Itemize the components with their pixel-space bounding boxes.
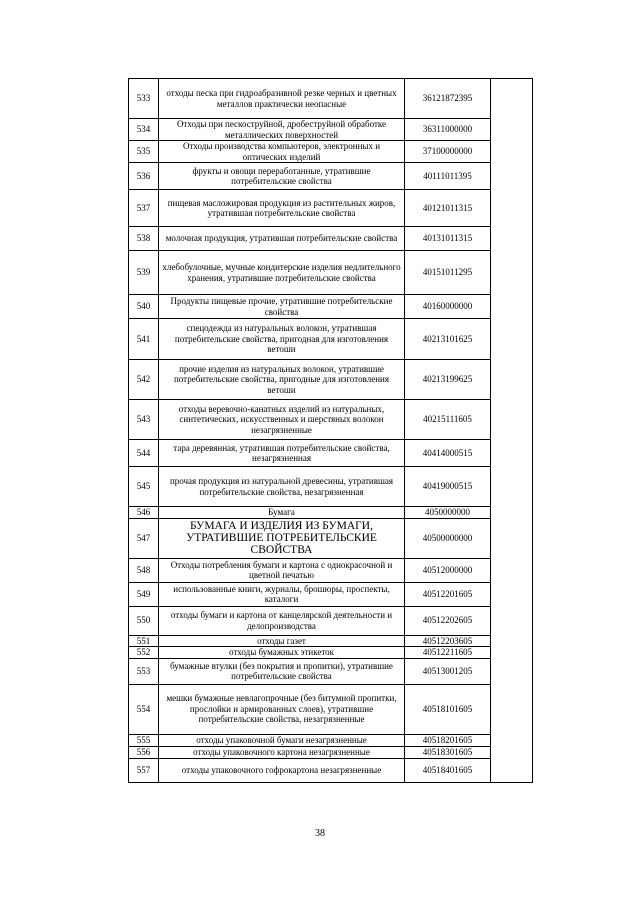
waste-code: 40512202605 bbox=[405, 606, 491, 635]
empty-cell bbox=[491, 190, 533, 227]
empty-cell bbox=[491, 141, 533, 163]
waste-code: 40213199625 bbox=[405, 360, 491, 400]
table-row bbox=[129, 746, 533, 758]
row-number: 550 bbox=[129, 606, 159, 635]
waste-name: спецодежда из натуральных волокон, утратившая потребительские свойства, пригодная для изготовления ветоши bbox=[159, 319, 405, 360]
table-row bbox=[129, 518, 533, 558]
waste-name: отходы упаковочного гофрокартона незагрязненные bbox=[159, 758, 405, 782]
waste-name: отходы бумаги и картона от канцелярской деятельности и делопроизводства bbox=[159, 606, 405, 635]
row-number: 533 bbox=[129, 79, 159, 119]
row-number: 537 bbox=[129, 190, 159, 227]
waste-name: отходы песка при гидроабразивной резке черных и цветных металлов практически неопасные bbox=[159, 79, 405, 119]
waste-code: 40213101625 bbox=[405, 319, 491, 360]
waste-name: тара деревянная, утратившая потребительские свойства, незагрязненная bbox=[159, 440, 405, 467]
row-number: 548 bbox=[129, 558, 159, 582]
waste-name: использованные книги, журналы, брошюры, проспекты, каталоги bbox=[159, 582, 405, 606]
empty-cell bbox=[491, 647, 533, 659]
empty-cell bbox=[491, 684, 533, 734]
waste-name: прочие изделия из натуральных волокон, утратившие потребительские свойства, пригодные для изготовления ветоши bbox=[159, 360, 405, 400]
row-number: 551 bbox=[129, 635, 159, 647]
empty-cell bbox=[491, 227, 533, 251]
empty-cell bbox=[491, 400, 533, 440]
row-number: 552 bbox=[129, 647, 159, 659]
waste-code: 4050000000 bbox=[405, 507, 491, 519]
waste-name: отходы упаковочной бумаги незагрязненные bbox=[159, 734, 405, 746]
empty-cell bbox=[491, 319, 533, 360]
table-row bbox=[129, 440, 533, 467]
waste-name: фрукты и овощи переработанные, утратившие потребительские свойства bbox=[159, 163, 405, 190]
table-row bbox=[129, 635, 533, 647]
waste-code: 40414000515 bbox=[405, 440, 491, 467]
empty-cell bbox=[491, 79, 533, 119]
waste-name: прочая продукция из натуральной древесины, утратившая потребительские свойства, незагрязненная bbox=[159, 467, 405, 507]
waste-code: 36311000000 bbox=[405, 119, 491, 141]
waste-code: 40215111605 bbox=[405, 400, 491, 440]
table-row bbox=[129, 251, 533, 295]
row-number: 554 bbox=[129, 684, 159, 734]
empty-cell bbox=[491, 163, 533, 190]
waste-code: 40512201605 bbox=[405, 582, 491, 606]
waste-code: 40518201605 bbox=[405, 734, 491, 746]
table-row bbox=[129, 734, 533, 746]
waste-code: 37100000000 bbox=[405, 141, 491, 163]
table-row bbox=[129, 319, 533, 360]
empty-cell bbox=[491, 746, 533, 758]
empty-cell bbox=[491, 518, 533, 558]
table-row bbox=[129, 606, 533, 635]
waste-name: мешки бумажные невлагопрочные (без битумной пропитки, прослойки и армированных слоев), утратившие потребительские свойства, незагрязненные bbox=[159, 684, 405, 734]
empty-cell bbox=[491, 440, 533, 467]
table-row bbox=[129, 758, 533, 782]
row-number: 534 bbox=[129, 119, 159, 141]
empty-cell bbox=[491, 734, 533, 746]
waste-code: 40151011295 bbox=[405, 251, 491, 295]
waste-name: отходы упаковочного картона незагрязненные bbox=[159, 746, 405, 758]
row-number: 543 bbox=[129, 400, 159, 440]
empty-cell bbox=[491, 606, 533, 635]
waste-name: бумажные втулки (без покрытия и пропитки), утратившие потребительские свойства bbox=[159, 658, 405, 684]
row-number: 544 bbox=[129, 440, 159, 467]
waste-code: 40518401605 bbox=[405, 758, 491, 782]
row-number: 556 bbox=[129, 746, 159, 758]
table-row bbox=[129, 79, 533, 119]
waste-code: 40111011395 bbox=[405, 163, 491, 190]
empty-cell bbox=[491, 582, 533, 606]
row-number: 547 bbox=[129, 518, 159, 558]
row-number: 553 bbox=[129, 658, 159, 684]
waste-table bbox=[128, 78, 533, 783]
table-row bbox=[129, 658, 533, 684]
waste-name: Продукты пищевые прочие, утратившие потребительские свойства bbox=[159, 295, 405, 319]
table-row bbox=[129, 400, 533, 440]
row-number: 555 bbox=[129, 734, 159, 746]
table-row bbox=[129, 141, 533, 163]
page-number: 38 bbox=[315, 828, 325, 839]
table-row bbox=[129, 119, 533, 141]
table-row bbox=[129, 295, 533, 319]
row-number: 536 bbox=[129, 163, 159, 190]
row-number: 539 bbox=[129, 251, 159, 295]
waste-name: отходы газет bbox=[159, 635, 405, 647]
waste-name: Отходы производства компьютеров, электронных и оптических изделий bbox=[159, 141, 405, 163]
waste-table-body bbox=[129, 79, 533, 783]
empty-cell bbox=[491, 467, 533, 507]
row-number: 546 bbox=[129, 507, 159, 519]
empty-cell bbox=[491, 360, 533, 400]
table-row bbox=[129, 360, 533, 400]
waste-code: 40121011315 bbox=[405, 190, 491, 227]
waste-code: 40160000000 bbox=[405, 295, 491, 319]
table-row bbox=[129, 227, 533, 251]
waste-code: 40500000000 bbox=[405, 518, 491, 558]
row-number: 542 bbox=[129, 360, 159, 400]
waste-name: пищевая масложировая продукция из растительных жиров, утратившая потребительские свойства bbox=[159, 190, 405, 227]
empty-cell bbox=[491, 119, 533, 141]
row-number: 538 bbox=[129, 227, 159, 251]
waste-code: 40513001205 bbox=[405, 658, 491, 684]
table-row bbox=[129, 582, 533, 606]
table-row bbox=[129, 507, 533, 519]
waste-code: 40512000000 bbox=[405, 558, 491, 582]
waste-name: молочная продукция, утратившая потребительские свойства bbox=[159, 227, 405, 251]
table-row bbox=[129, 684, 533, 734]
waste-name: Бумага bbox=[159, 507, 405, 519]
row-number: 541 bbox=[129, 319, 159, 360]
waste-name: БУМАГА И ИЗДЕЛИЯ ИЗ БУМАГИ, УТРАТИВШИЕ ПОТРЕБИТЕЛЬСКИЕ СВОЙСТВА bbox=[159, 518, 405, 558]
empty-cell bbox=[491, 758, 533, 782]
row-number: 549 bbox=[129, 582, 159, 606]
empty-cell bbox=[491, 658, 533, 684]
waste-code: 40131011315 bbox=[405, 227, 491, 251]
table-row bbox=[129, 163, 533, 190]
row-number: 535 bbox=[129, 141, 159, 163]
waste-name: Отходы при пескоструйной, дробеструйной обработке металлических поверхностей bbox=[159, 119, 405, 141]
waste-code: 40419000515 bbox=[405, 467, 491, 507]
empty-cell bbox=[491, 558, 533, 582]
empty-cell bbox=[491, 507, 533, 519]
empty-cell bbox=[491, 295, 533, 319]
empty-cell bbox=[491, 635, 533, 647]
waste-name: Отходы потребления бумаги и картона с однокрасочной и цветной печатью bbox=[159, 558, 405, 582]
table-row bbox=[129, 190, 533, 227]
waste-code: 36121872395 bbox=[405, 79, 491, 119]
row-number: 540 bbox=[129, 295, 159, 319]
row-number: 545 bbox=[129, 467, 159, 507]
waste-code: 40518101605 bbox=[405, 684, 491, 734]
waste-code: 40518301605 bbox=[405, 746, 491, 758]
waste-code: 40512203605 bbox=[405, 635, 491, 647]
empty-cell bbox=[491, 251, 533, 295]
waste-name: отходы бумажных этикеток bbox=[159, 647, 405, 659]
waste-name: хлебобулочные, мучные кондитерские изделия недлительного хранения, утратившие потребительские свойства bbox=[159, 251, 405, 295]
waste-code: 40512211605 bbox=[405, 647, 491, 659]
waste-name: отходы веревочно-канатных изделий из натуральных, синтетических, искусственных и шерстяных волокон незагрязненные bbox=[159, 400, 405, 440]
table-row bbox=[129, 558, 533, 582]
row-number: 557 bbox=[129, 758, 159, 782]
table-row bbox=[129, 467, 533, 507]
table-row bbox=[129, 647, 533, 659]
